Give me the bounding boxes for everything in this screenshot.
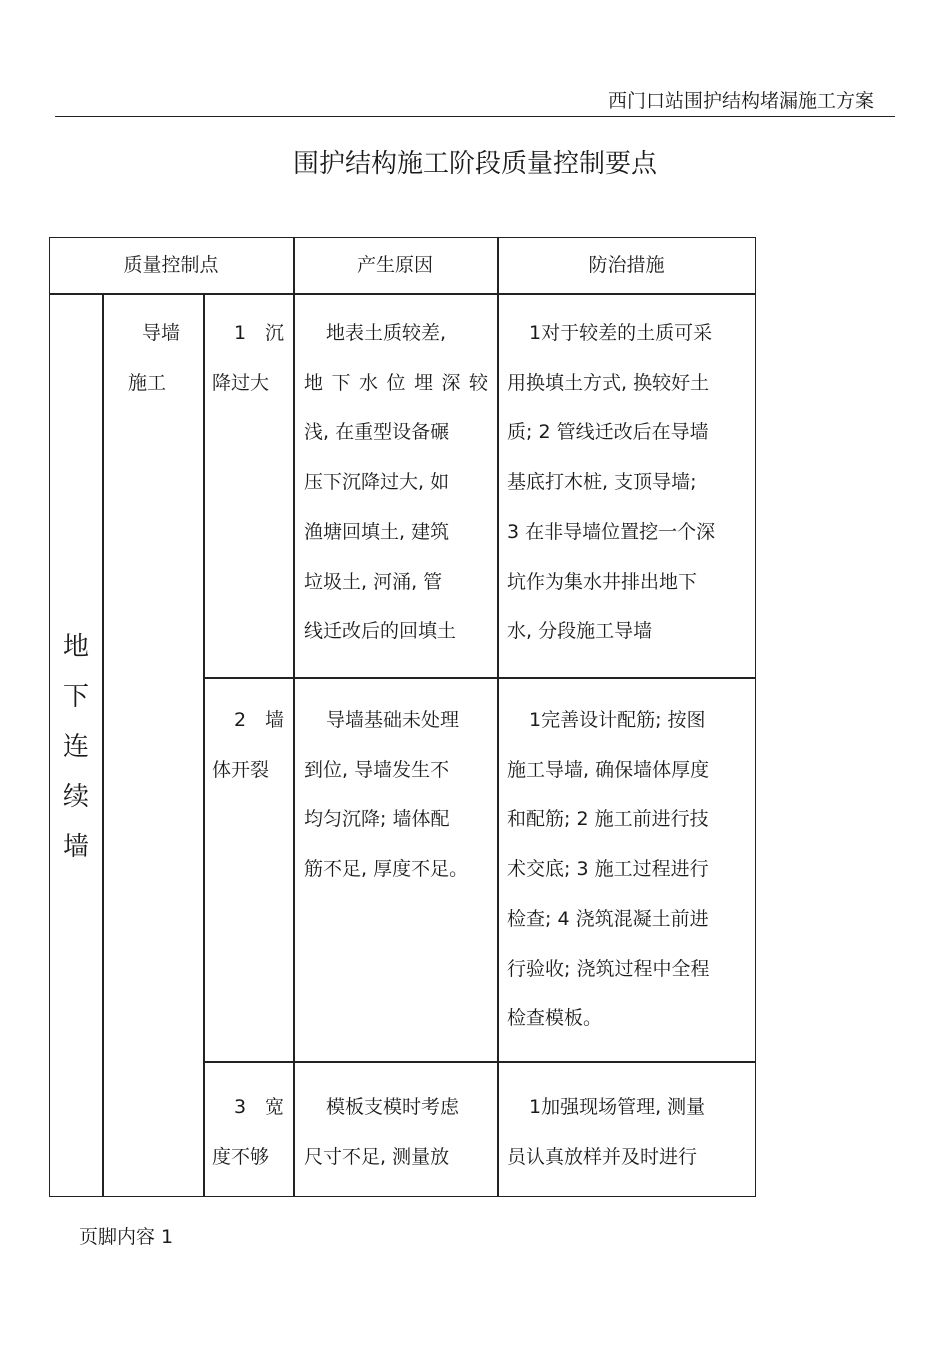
- measures-text: [507, 309, 747, 657]
- category-char: 墙: [62, 832, 89, 862]
- measures-line: 检查模板。: [507, 1007, 603, 1030]
- measures-line: 1加强现场管理, 测量: [529, 1096, 706, 1118]
- item-line: 2 墙: [234, 709, 284, 731]
- cause-line: 渔塘回填土, 建筑: [304, 520, 450, 543]
- category-label: [49, 622, 103, 872]
- item-line: 1 沉: [234, 322, 284, 344]
- column-header-cause: 产生原因: [356, 254, 433, 276]
- cause-line: 均匀沉降; 墙体配: [304, 808, 450, 831]
- measures-line: 行验收; 浇筑过程中全程: [507, 957, 710, 980]
- cause-text: [304, 309, 488, 657]
- category-char: 续: [62, 782, 89, 812]
- cause-line: 尺寸不足, 测量放: [304, 1145, 450, 1168]
- measures-line: 坑作为集水井排出地下: [507, 570, 698, 593]
- table-divider: [497, 237, 499, 1197]
- measures-line: 施工导墙, 确保墙体厚度: [507, 758, 710, 781]
- header-divider: [55, 116, 895, 117]
- column-header-control-point: 质量控制点: [123, 254, 219, 276]
- category-char: 连: [62, 732, 89, 762]
- cause-line: 地下水位埋深较: [304, 371, 488, 394]
- cause-line: 垃圾土, 河涌, 管: [304, 570, 443, 593]
- measures-line: 用换填土方式, 换较好土: [507, 371, 710, 394]
- item-label: [212, 696, 284, 795]
- item-line: 度不够: [212, 1145, 270, 1168]
- document-header-title: 西门口站围护结构堵漏施工方案: [607, 90, 874, 112]
- subcategory-label: [128, 309, 188, 408]
- measures-line: 基底打木桩, 支顶导墙;: [507, 471, 697, 494]
- cause-line: 地表土质较差,: [326, 322, 447, 344]
- measures-line: 质; 2 管线迁改后在导墙: [507, 421, 709, 444]
- item-line: 体开裂: [212, 758, 270, 781]
- cause-line: 导墙基础未处理: [326, 709, 460, 731]
- category-char: 下: [62, 682, 89, 712]
- table-divider: [203, 677, 756, 679]
- measures-text: [507, 1083, 747, 1182]
- table-divider: [203, 1061, 756, 1063]
- measures-line: 员认真放样并及时进行: [507, 1145, 698, 1168]
- measures-line: 术交底; 3 施工过程进行: [507, 858, 709, 881]
- cause-line: 模板支模时考虑: [326, 1096, 460, 1118]
- subcategory-line: 导墙: [142, 322, 181, 344]
- measures-line: 水, 分段施工导墙: [507, 620, 653, 643]
- measures-line: 3 在非导墙位置挖一个深: [507, 520, 716, 543]
- item-label: [212, 1083, 284, 1182]
- table-divider: [293, 237, 295, 1197]
- page-footer: 页脚内容 1: [79, 1226, 174, 1248]
- measures-line: 1完善设计配筋; 按图: [529, 709, 706, 731]
- item-line: 降过大: [212, 371, 270, 394]
- measures-line: 检查; 4 浇筑混凝土前进: [507, 907, 709, 930]
- measures-line: 1对于较差的土质可采: [529, 322, 713, 344]
- item-label: [212, 309, 284, 408]
- measures-text: [507, 696, 747, 1044]
- column-header-measures: 防治措施: [588, 254, 665, 276]
- cause-line: 到位, 导墙发生不: [304, 758, 450, 781]
- page-title: 围护结构施工阶段质量控制要点: [292, 149, 657, 179]
- category-char: 地: [62, 632, 89, 662]
- cause-text: [304, 696, 488, 895]
- cause-line: 线迁改后的回填土: [304, 620, 457, 643]
- cause-text: [304, 1083, 488, 1182]
- item-line: 3 宽: [234, 1096, 284, 1118]
- cause-line: 浅, 在重型设备碾: [304, 421, 450, 444]
- cause-line: 筋不足, 厚度不足。: [304, 858, 469, 881]
- cause-line: 压下沉降过大, 如: [304, 471, 450, 494]
- measures-line: 和配筋; 2 施工前进行技: [507, 808, 709, 831]
- subcategory-line: 施工: [128, 371, 167, 394]
